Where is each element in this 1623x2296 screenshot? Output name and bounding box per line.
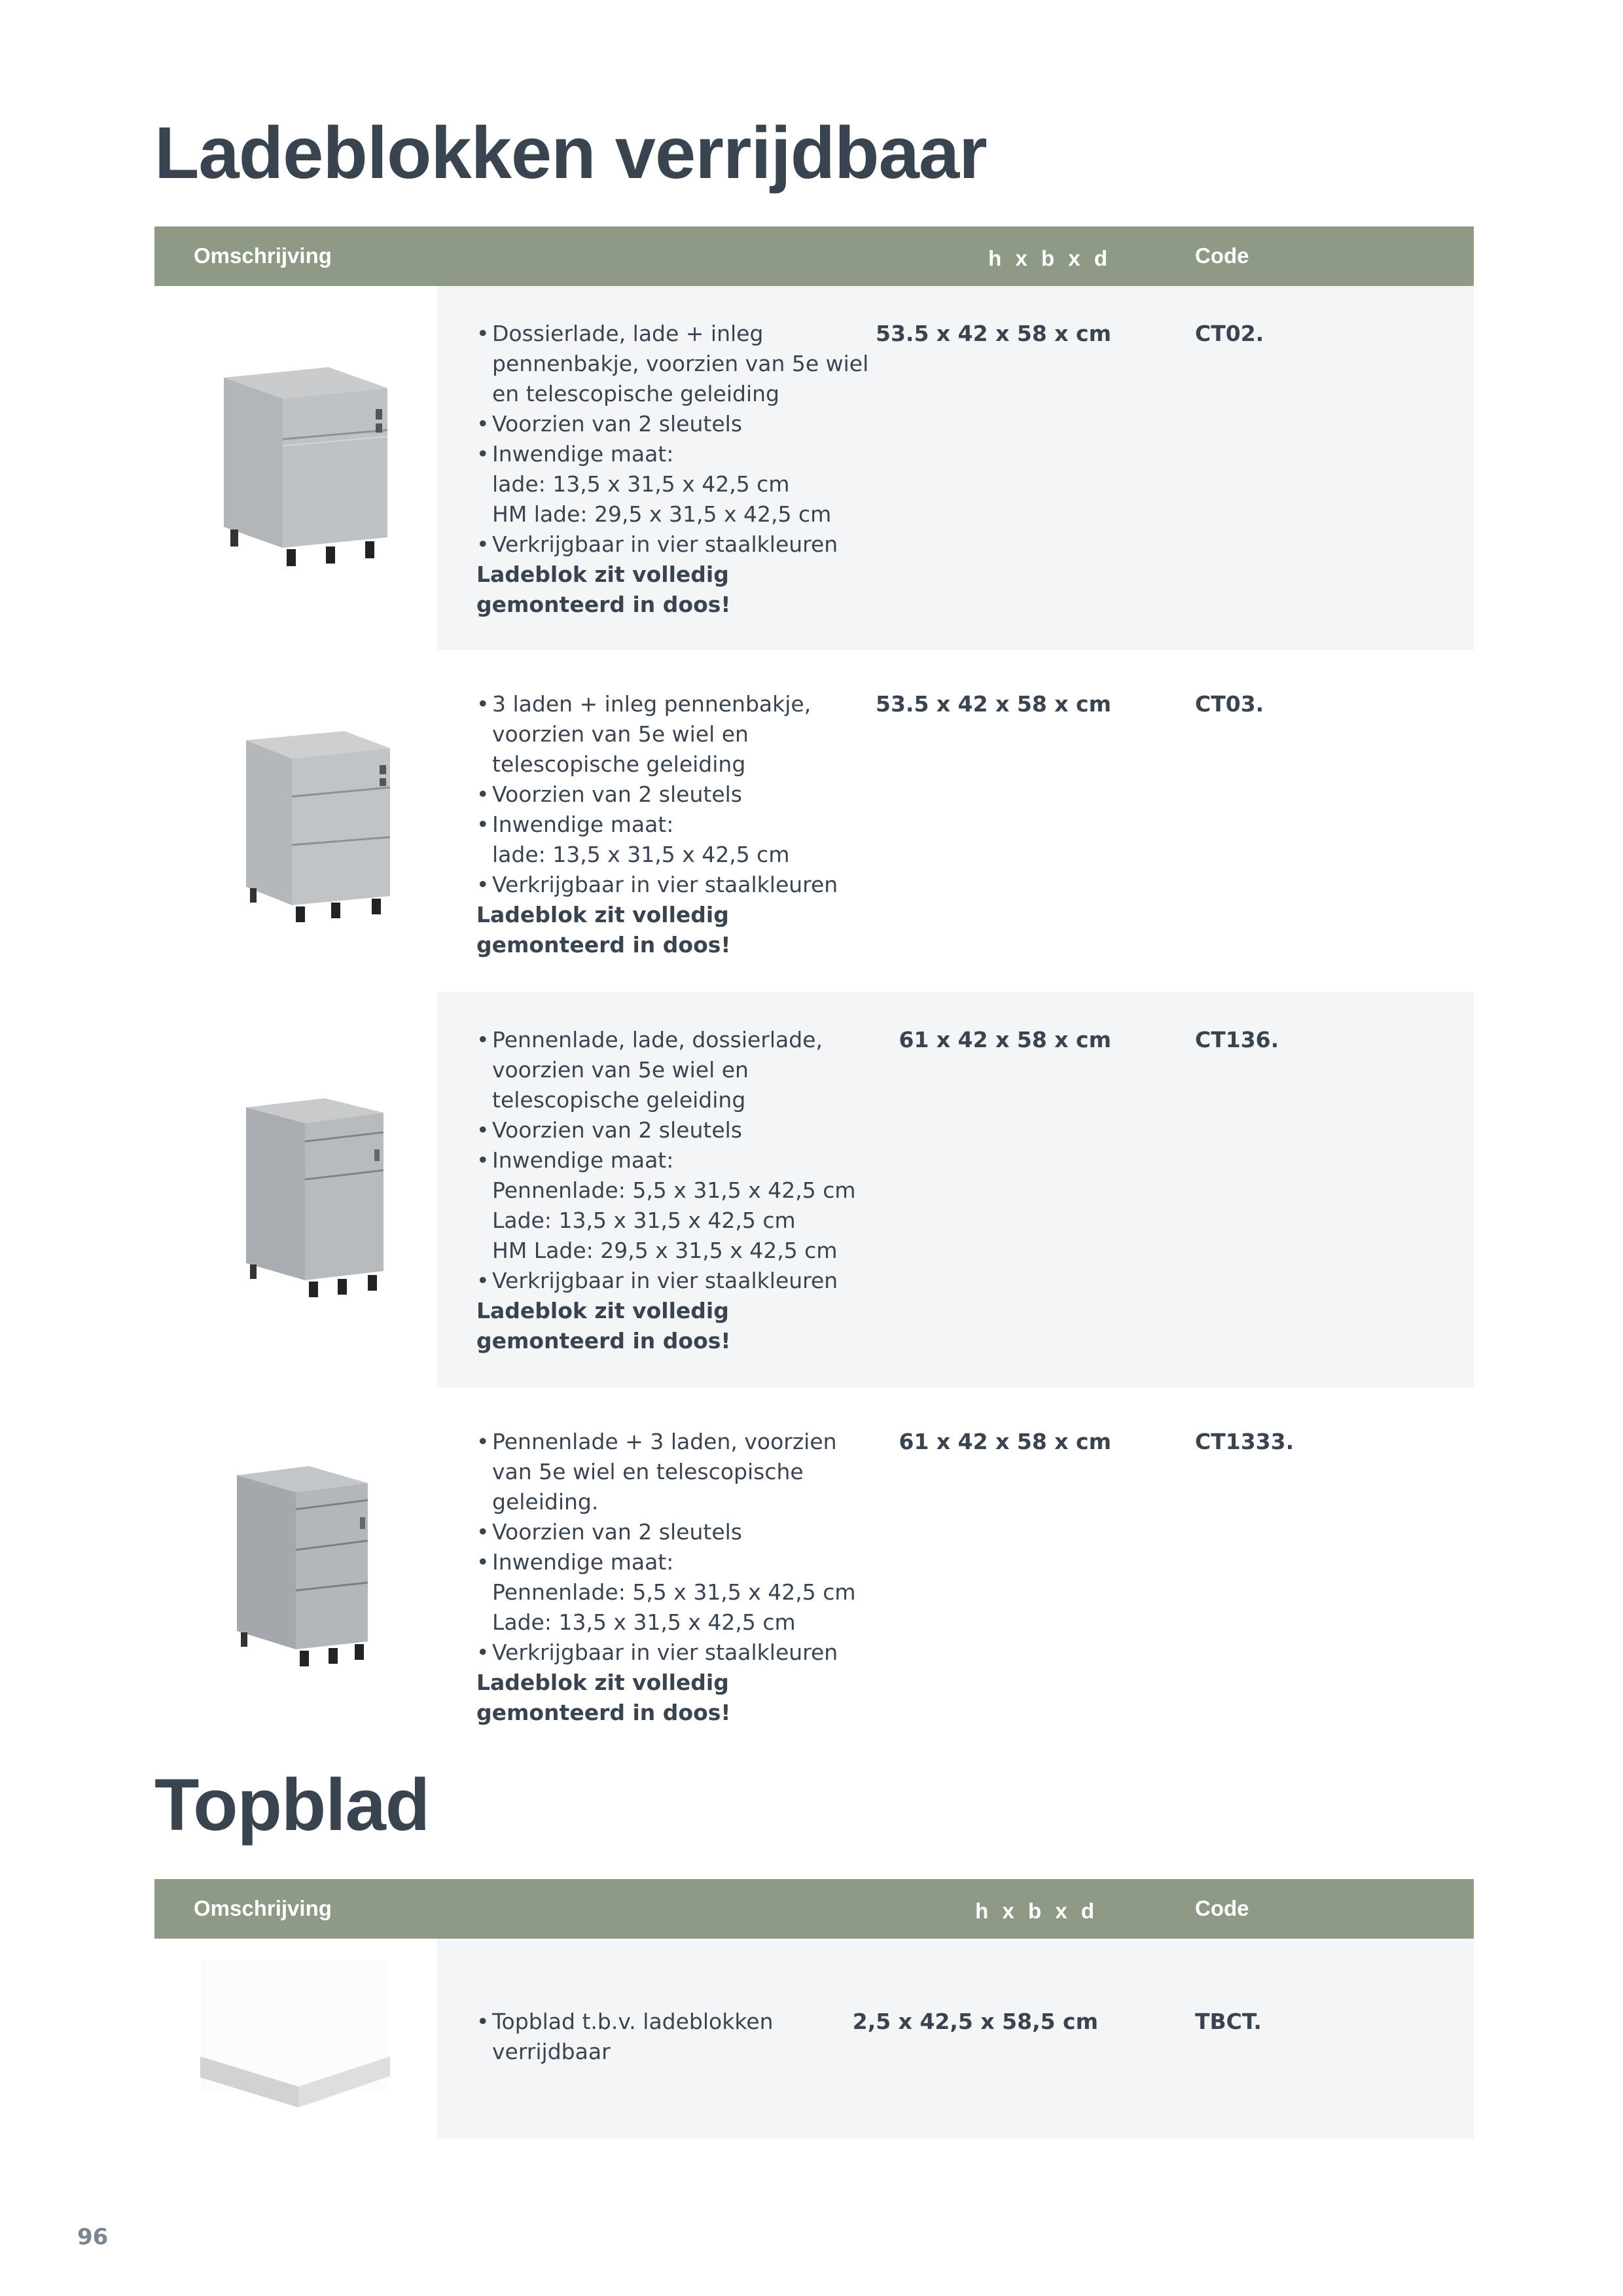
- list-item: • Pennenlade + 3 laden, voorzien van 5e wiel en telescopische geleiding.: [476, 1427, 882, 1517]
- list-item: [476, 439, 882, 529]
- list-item: • Verkrijgbaar in vier staalkleuren: [476, 529, 882, 560]
- section-title-ladeblokken: Ladeblokken verrijdbaar: [154, 112, 987, 194]
- header-dimensions: h x b x d: [988, 246, 1111, 270]
- dimensions-value: 53.5 x 42 x 58 x cm: [875, 321, 1111, 346]
- assembly-note: Ladeblok zit volledig gemonteerd in doos!: [476, 1298, 731, 1354]
- dimensions-value: 2,5 x 42,5 x 58,5 cm: [852, 2009, 1098, 2034]
- white-top-panel-image: [200, 1958, 397, 2115]
- mobile-pedestal-pen-3-drawers-image: [224, 1460, 381, 1669]
- product-code: CT02.: [1195, 321, 1264, 346]
- row-description: [476, 2007, 882, 2067]
- table-header: [154, 226, 1474, 286]
- list-item: • Verkrijgbaar in vier staalkleuren: [476, 1638, 882, 1668]
- mobile-pedestal-3-drawers-image: [220, 722, 390, 925]
- list-item-text: Inwendige maat:: [492, 1549, 674, 1575]
- list-item-text: Inwendige maat:: [492, 1147, 674, 1173]
- list-item: • Voorzien van 2 sleutels: [476, 1517, 882, 1547]
- list-item: • Pennenlade, lade, dossierlade, voorzien van 5e wiel en telescopische geleiding: [476, 1025, 882, 1115]
- list-item: [476, 810, 882, 870]
- list-item: • Dossierlade, lade + inleg pennenbakje, voorzien van 5e wiel en telescopische geleiding: [476, 319, 882, 409]
- list-item: • Voorzien van 2 sleutels: [476, 1115, 882, 1145]
- header-code: Code: [1195, 243, 1249, 268]
- header-dimensions: h x b x d: [975, 1899, 1098, 1923]
- row-description: [476, 1427, 882, 1728]
- sub-line: Pennenlade: 5,5 x 31,5 x 42,5 cm: [492, 1177, 856, 1203]
- sub-line: Lade: 13,5 x 31,5 x 42,5 cm: [492, 1609, 796, 1635]
- row-description: [476, 689, 882, 960]
- table-row: [154, 286, 1474, 650]
- product-code: CT136.: [1195, 1027, 1279, 1052]
- header-code: Code: [1195, 1896, 1249, 1920]
- dimensions-value: 61 x 42 x 58 x cm: [899, 1027, 1111, 1052]
- header-description: Omschrijving: [194, 1896, 332, 1920]
- table-header: [154, 1879, 1474, 1939]
- sub-line: HM lade: 29,5 x 31,5 x 42,5 cm: [492, 501, 832, 527]
- sub-line: lade: 13,5 x 31,5 x 42,5 cm: [492, 842, 790, 867]
- list-item: • Verkrijgbaar in vier staalkleuren: [476, 1266, 882, 1296]
- dimensions-value: 61 x 42 x 58 x cm: [899, 1429, 1111, 1454]
- assembly-note: Ladeblok zit volledig gemonteerd in doos!: [476, 902, 731, 958]
- sub-line: lade: 13,5 x 31,5 x 42,5 cm: [492, 471, 790, 497]
- row-description: [476, 1025, 882, 1356]
- assembly-note: Ladeblok zit volledig gemonteerd in doos!: [476, 562, 731, 617]
- mobile-pedestal-2-drawers-image: [198, 358, 394, 567]
- list-item: • Verkrijgbaar in vier staalkleuren: [476, 870, 882, 900]
- product-code: CT03.: [1195, 691, 1264, 717]
- section-title-topblad: Topblad: [154, 1764, 430, 1846]
- sub-line: Pennenlade: 5,5 x 31,5 x 42,5 cm: [492, 1579, 856, 1605]
- assembly-note: Ladeblok zit volledig gemonteerd in doos!: [476, 1670, 731, 1725]
- list-item: [476, 1547, 882, 1638]
- list-item: • Voorzien van 2 sleutels: [476, 409, 882, 439]
- row-description: [476, 319, 882, 620]
- list-item: [476, 1145, 882, 1266]
- product-code: TBCT.: [1195, 2009, 1262, 2034]
- table-row: [154, 1939, 1474, 2139]
- table-row: [154, 656, 1474, 992]
- mobile-pedestal-pen-drawer-file-image: [233, 1090, 383, 1300]
- list-item-text: Inwendige maat:: [492, 441, 674, 467]
- product-code: CT1333.: [1195, 1429, 1294, 1454]
- list-item-text: Inwendige maat:: [492, 812, 674, 837]
- dimensions-value: 53.5 x 42 x 58 x cm: [875, 691, 1111, 717]
- sub-line: HM Lade: 29,5 x 31,5 x 42,5 cm: [492, 1238, 838, 1263]
- list-item: • 3 laden + inleg pennenbakje, voorzien van 5e wiel en telescopische geleiding: [476, 689, 882, 780]
- page-number: 96: [77, 2224, 109, 2250]
- table-row: [154, 1394, 1474, 1754]
- sub-line: Lade: 13,5 x 31,5 x 42,5 cm: [492, 1208, 796, 1233]
- list-item: • Voorzien van 2 sleutels: [476, 780, 882, 810]
- table-row: [154, 992, 1474, 1388]
- list-item: • Topblad t.b.v. ladeblokken verrijdbaar: [476, 2007, 882, 2067]
- header-description: Omschrijving: [194, 243, 332, 268]
